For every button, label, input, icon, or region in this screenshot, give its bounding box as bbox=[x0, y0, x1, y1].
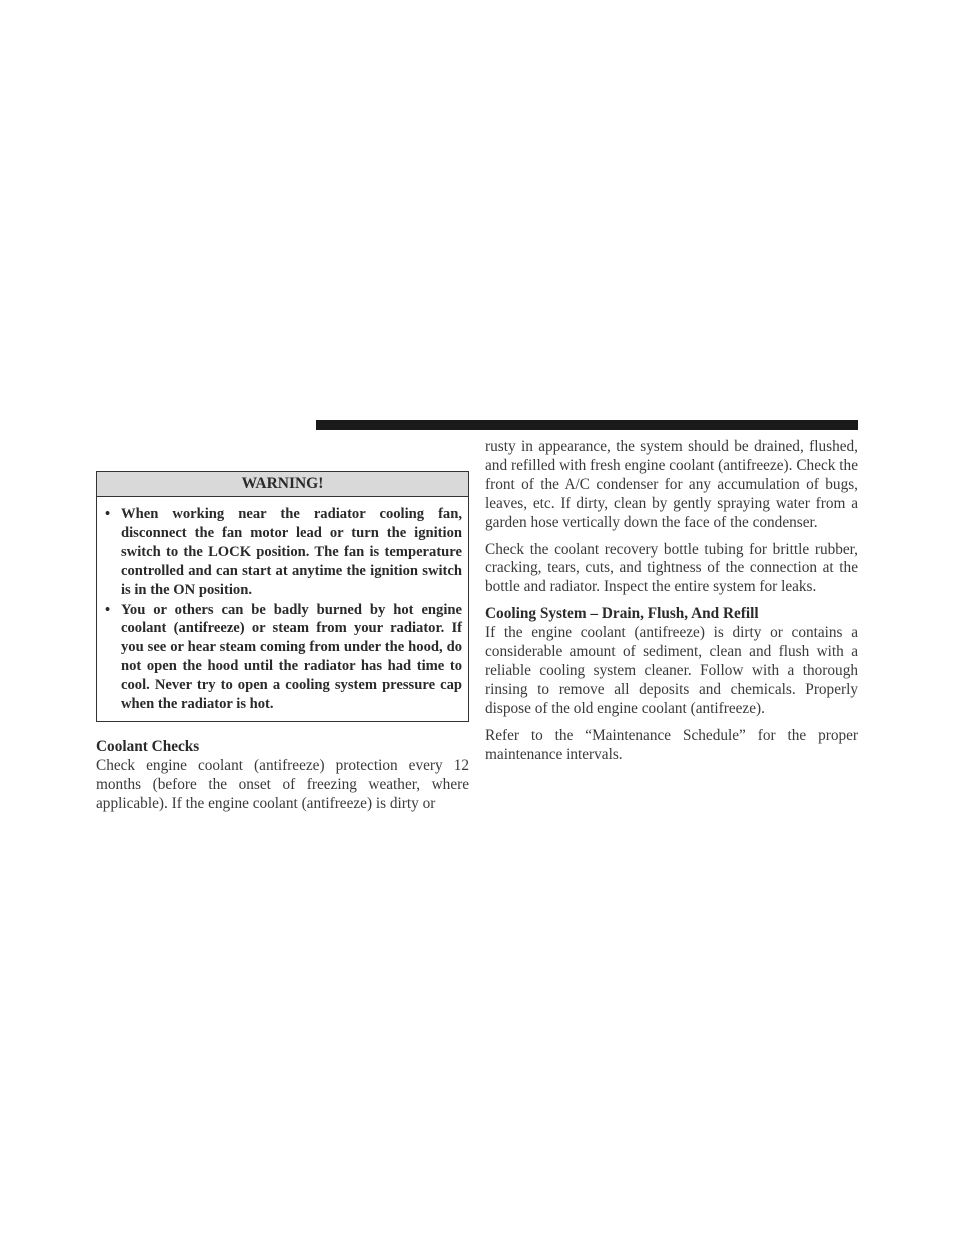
warning-item-text: When working near the radiator cooling fan, disconnect the fan motor lead or turn the ignition switch to the LOCK position. The fan is temperature controlled and can start at anytime the ignition switch is in the ON position. bbox=[121, 506, 462, 598]
bullet-icon: • bbox=[105, 506, 111, 522]
coolant-checks-paragraph-continued: rusty in appearance, the system should be drained, flushed, and refilled with fresh engine coolant (antifreeze). Check the front of the A/C condenser for any accumulation of bugs, leaves, etc. If dirty, clean by gently spraying water from a garden hose vertically down the face of the condenser. bbox=[485, 438, 858, 531]
coolant-checks-paragraph: Check engine coolant (antifreeze) protection every 12 months (before the onset of freezing weather, where applicable). If the engine coolant (antifreeze) is dirty or bbox=[96, 756, 469, 812]
right-column bbox=[485, 438, 858, 773]
maintenance-schedule-paragraph: Refer to the “Maintenance Schedule” for the proper maintenance intervals. bbox=[485, 726, 858, 763]
warning-box bbox=[96, 471, 469, 722]
warning-list bbox=[97, 497, 468, 721]
warning-item bbox=[105, 601, 462, 714]
drain-flush-paragraph: If the engine coolant (antifreeze) is dirty or contains a considerable amount of sediment, clean and flush with a reliable cooling system cleaner. Follow with a thorough rinsing to remove all deposits and chemicals. Properly dispose of the old engine coolant (antifreeze). bbox=[485, 624, 858, 717]
warning-title: WARNING! bbox=[97, 472, 468, 497]
coolant-checks-heading: Coolant Checks bbox=[96, 737, 200, 755]
recovery-bottle-paragraph: Check the coolant recovery bottle tubing for brittle rubber, cracking, tears, cuts, and tightness of the connection at the bottle and radiator. Inspect the entire system for leaks. bbox=[485, 540, 858, 596]
warning-item bbox=[105, 505, 462, 600]
left-column bbox=[96, 471, 469, 822]
bullet-icon: • bbox=[105, 601, 111, 618]
warning-item-text: You or others can be badly burned by hot engine coolant (antifreeze) or steam from your radiator. If you see or hear steam coming from under the hood, do not open the hood until the radiator has had time to cool. Never try to open a cooling system pressure cap when the radiator is hot. bbox=[121, 601, 462, 713]
drain-flush-heading: Cooling System – Drain, Flush, And Refill bbox=[485, 605, 759, 623]
section-header-rule bbox=[316, 420, 858, 430]
